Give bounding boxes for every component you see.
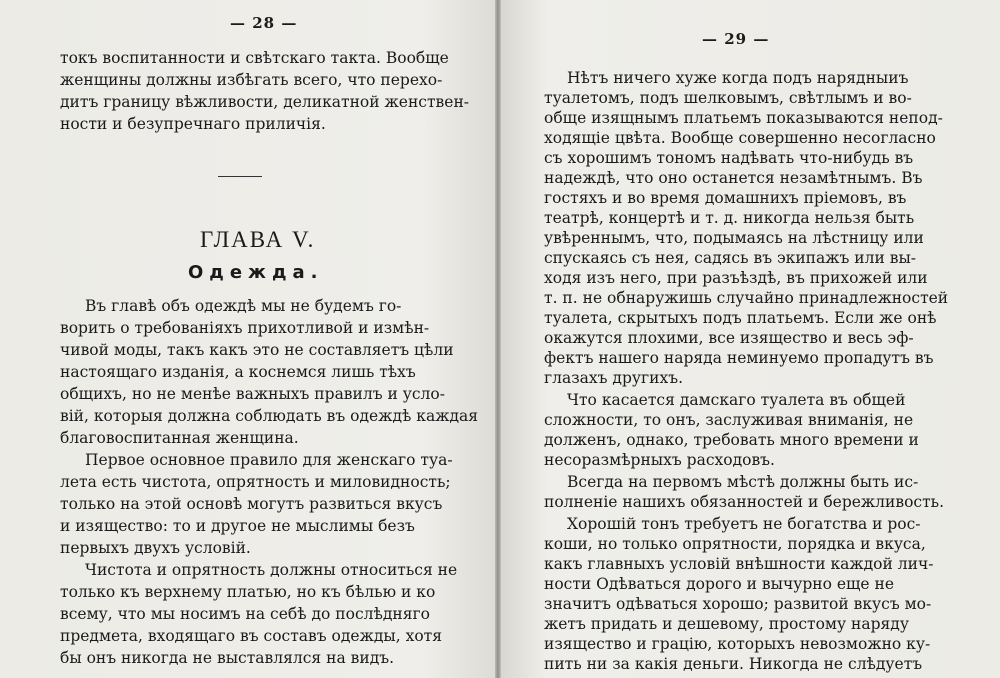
text-line: обще изящнымъ платьемъ показываются непод-	[544, 109, 943, 127]
left-page	[0, 0, 497, 678]
text-line: вій, которыя должна соблюдать въ одеждѣ каждая	[60, 407, 479, 425]
section-divider	[218, 176, 262, 177]
text-line: жетъ придать и дешевому, простому наряду	[544, 615, 909, 633]
text-line: окажутся плохими, все изящество и весь эф-	[544, 329, 914, 347]
text-line: чивой моды, такъ какъ это не составляетъ цѣли	[60, 341, 454, 359]
text-line: Нѣтъ ничего хуже когда подъ нарядныиъ	[567, 69, 909, 87]
text-line: и изящество: то и другое не мыслимы безъ	[60, 517, 415, 535]
text-line: ходя изъ него, при разъѣздѣ, въ прихожей или	[544, 269, 928, 287]
text-line: ности и безупречнаго приличія.	[60, 115, 326, 133]
section-title: Одежда.	[188, 262, 324, 283]
text-line: т. п. не обнаружишь случайно принадлежностей	[544, 289, 949, 307]
text-line: ворить о требованіяхъ прихотливой и измѣн-	[60, 319, 430, 337]
text-line: Чистота и опрятность должны относиться не	[85, 561, 458, 579]
text-line: туалетомъ, подъ шелковымъ, свѣтлымъ и во-	[544, 89, 912, 107]
text-line: благовоспитанная женщина.	[60, 429, 299, 447]
text-line: спускаясь съ нея, садясь въ экипажъ или вы-	[544, 249, 917, 267]
text-line: значитъ одѣваться хорошо; развитой вкусъ мо-	[544, 595, 932, 613]
text-line: глазахъ другихъ.	[544, 369, 684, 387]
text-line: ходящіе цвѣта. Вообще совершенно несогласно	[544, 129, 936, 147]
text-line: Всегда на первомъ мѣстѣ должны быть ис-	[567, 473, 919, 491]
text-line: съ хорошимъ тономъ надѣвать что-нибудь въ	[544, 149, 914, 167]
text-line: первыхъ двухъ условій.	[60, 539, 251, 557]
text-line: полненіе нашихъ обязанностей и бережливость.	[544, 493, 945, 511]
text-line: фектъ нашего наряда неминуемо пропадутъ въ	[544, 349, 934, 367]
text-line: лета есть чистота, опрятность и миловидность;	[60, 473, 451, 491]
text-line: коши, но только опрятности, порядка и вкуса,	[544, 535, 926, 553]
right-page	[497, 0, 1000, 678]
text-line: долженъ, однако, требовать много времени и	[544, 431, 919, 449]
text-line: всему, что мы носимъ на себѣ до послѣдняго	[60, 605, 430, 623]
text-line: надеждѣ, что оно останется незамѣтнымъ. Въ	[544, 169, 923, 187]
page-number: — 29 —	[702, 30, 770, 48]
page-number: — 28 —	[230, 14, 298, 32]
text-line: женщины должны избѣгать всего, что перехо-	[60, 71, 443, 89]
text-line: предмета, входящаго въ составъ одежды, хотя	[60, 627, 443, 645]
text-line: Хорошій тонъ требуетъ не богатства и рос-	[567, 515, 921, 533]
book-gutter	[495, 0, 501, 678]
chapter-title: ГЛАВА V.	[200, 227, 316, 252]
text-line: изящество и грацію, которыхъ невозможно ку-	[544, 635, 931, 653]
text-line: дитъ границу вѣжливости, деликатной женствен-	[60, 93, 470, 111]
text-line: общихъ, но не менѣе важныхъ правилъ и усло-	[60, 385, 445, 403]
text-line: только на этой основѣ могутъ развиться вкусъ	[60, 495, 443, 513]
text-line: увѣреннымъ, что, подымаясь на лѣстницу или	[544, 229, 924, 247]
text-line: Что касается дамскаго туалета въ общей	[567, 391, 906, 409]
text-line: Первое основное правило для женскаго туа-	[85, 451, 453, 469]
text-line: какъ главныхъ условій внѣшности каждой лич-	[544, 555, 934, 573]
text-line: бы онъ никогда не выставлялся на видъ.	[60, 649, 395, 667]
text-line: несоразмѣрныхъ расходовъ.	[544, 451, 775, 469]
text-line: туалета, скрытыхъ подъ платьемъ. Если же онѣ	[544, 309, 937, 327]
text-line: токъ воспитанности и свѣтскаго такта. Вообще	[60, 49, 449, 67]
text-line: театрѣ, концертѣ и т. д. никогда нельзя быть	[544, 209, 915, 227]
text-line: только къ верхнему платью, но къ бѣлью и ко	[60, 583, 436, 601]
text-line: ности Одѣваться дорого и вычурно еще не	[544, 575, 895, 593]
text-line: сложности, то онъ, заслуживая вниманія, не	[544, 411, 914, 429]
text-line: настоящаго изданія, а коснемся лишь тѣхъ	[60, 363, 416, 381]
text-line: Въ главѣ объ одеждѣ мы не будемъ го-	[85, 297, 402, 315]
text-line: гостяхъ и во время домашнихъ пріемовъ, въ	[544, 189, 907, 207]
text-line: пить ни за какія деньги. Никогда не слѣдуетъ	[544, 655, 923, 673]
